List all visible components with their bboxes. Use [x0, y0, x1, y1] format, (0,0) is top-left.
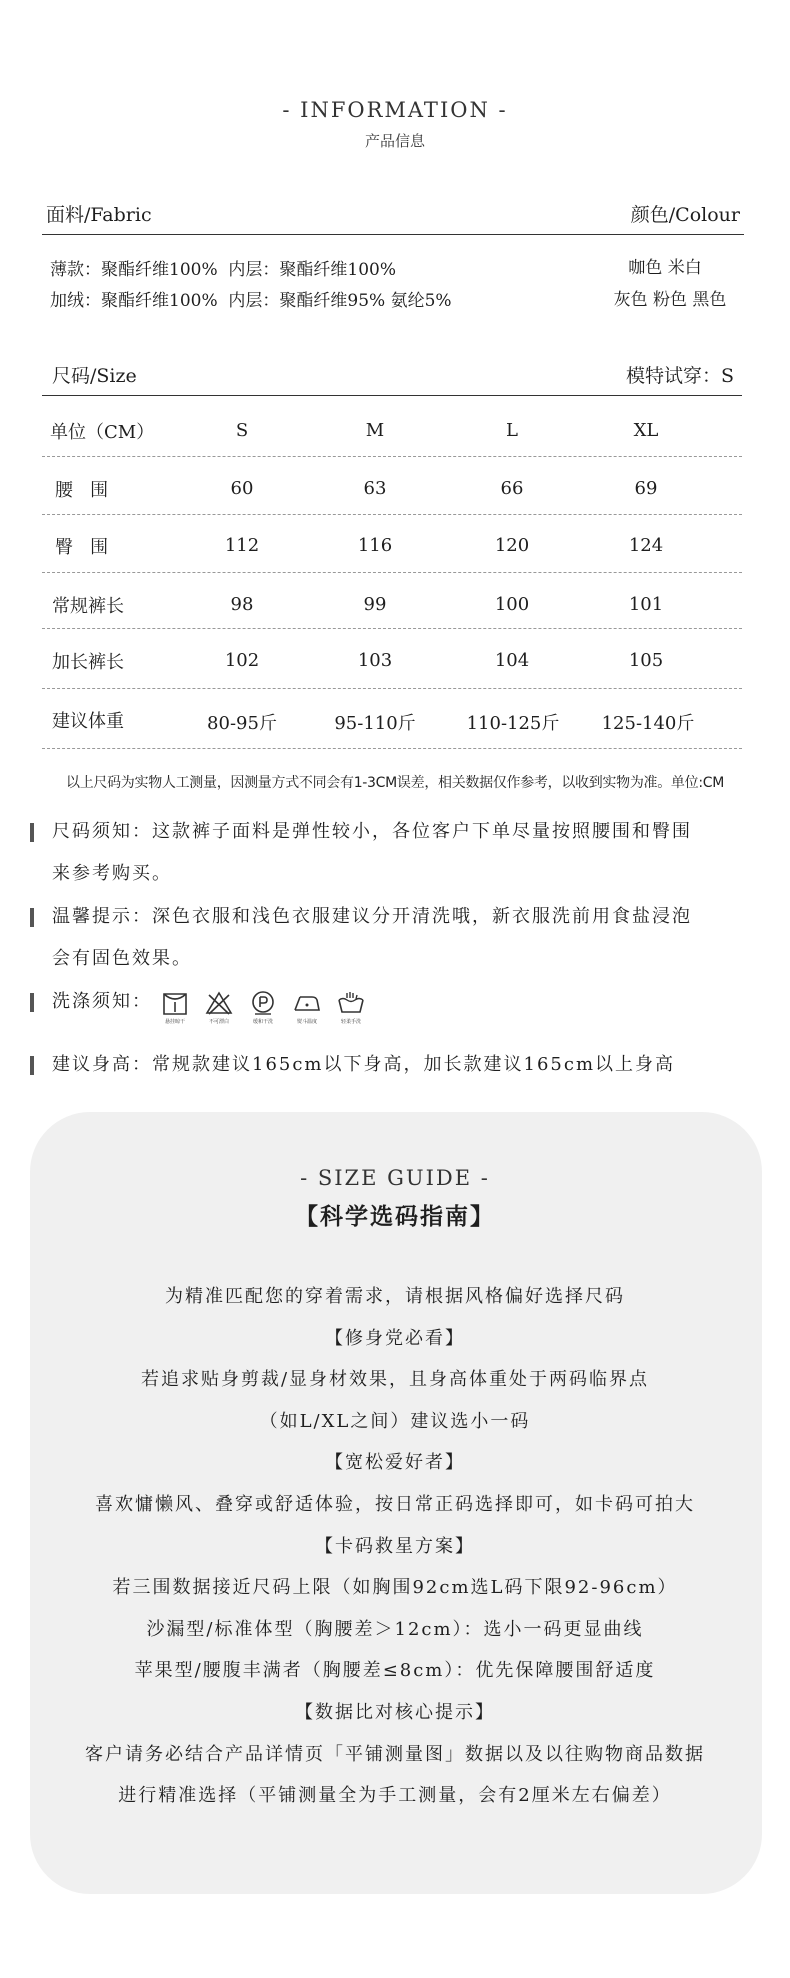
warm-tip-line-1: 温馨提示：深色衣服和浅色衣服建议分开清洗哦，新衣服洗前用食盐浸泡	[52, 906, 692, 927]
wash-item	[334, 990, 368, 1025]
hand-wash-icon	[336, 990, 366, 1016]
guide-line: 客户请务必结合产品详情页「平铺测量图」数据以及以往购物商品数据	[85, 1743, 705, 1765]
height-tip: 建议身高：常规款建议165cm以下身高，加长款建议165cm以上身高	[52, 1054, 676, 1075]
fabric-label: 面料/Fabric	[46, 204, 152, 226]
bullet-marker	[30, 993, 34, 1012]
table-cell: 60	[230, 478, 254, 499]
table-cell: 66	[500, 478, 524, 499]
bullet-marker	[30, 1056, 34, 1075]
row-divider	[42, 748, 742, 749]
wash-item	[158, 990, 192, 1025]
unit-label: 单位（CM）	[50, 422, 155, 443]
table-cell: 95-110斤	[334, 713, 416, 734]
row-divider	[42, 628, 742, 629]
model-size-label: 模特试穿：S	[625, 365, 734, 387]
table-cell: 104	[494, 650, 530, 671]
guide-line: 若三围数据接近尺码上限（如胸围92cm选L码下限92-96cm）	[112, 1577, 678, 1599]
table-cell: 120	[494, 535, 530, 556]
size-guide-title: - SIZE GUIDE -	[300, 1166, 490, 1190]
row-label: 建议体重	[52, 711, 124, 732]
table-cell: 63	[363, 478, 387, 499]
row-divider	[42, 456, 742, 457]
colour-line-2: 灰色 粉色 黑色	[613, 290, 727, 310]
wash-icons	[158, 990, 368, 1025]
information-subtitle: 产品信息	[364, 132, 425, 150]
guide-line: 【宽松爱好者】	[325, 1452, 465, 1474]
measurement-note: 以上尺码为实物人工测量，因测量方式不同会有1-3CM误差，相关数据仅作参考，以收到实物为准。单位:CM	[66, 775, 724, 791]
table-cell: 98	[230, 594, 254, 615]
guide-line: 为精准匹配您的穿着需求，请根据风格偏好选择尺码	[165, 1286, 625, 1307]
information-title: - INFORMATION -	[282, 98, 508, 122]
bullet-marker	[30, 908, 34, 927]
bullet-marker	[30, 823, 34, 842]
fabric-divider	[42, 234, 744, 235]
wash-caption: 轻柔手洗	[340, 1019, 361, 1025]
fabric-line-1: 薄款：聚酯纤维100% 内层：聚酯纤维100%	[50, 260, 397, 280]
size-guide-text	[0, 1276, 790, 1817]
wash-caption: 悬挂晾干	[164, 1019, 185, 1025]
size-guide-subtitle: 【科学选码指南】	[295, 1203, 495, 1230]
row-label: 常规裤长	[52, 596, 124, 617]
colour-label: 颜色/Colour	[630, 204, 740, 226]
row-divider	[42, 572, 742, 573]
table-cell: 102	[224, 650, 260, 671]
column-header: S	[235, 420, 249, 441]
row-divider	[42, 514, 742, 515]
table-cell: 80-95斤	[207, 713, 277, 734]
guide-line: 苹果型/腰腹丰满者（胸腰差≤8cm）：优先保障腰围舒适度	[134, 1660, 656, 1682]
table-cell: 103	[357, 650, 393, 671]
table-cell: 69	[634, 478, 658, 499]
wash-item	[202, 990, 236, 1025]
guide-line: 沙漏型/标准体型（胸腰差＞12cm）：选小一码更显曲线	[146, 1618, 644, 1640]
warm-tip-line-2: 会有固色效果。	[52, 948, 192, 969]
size-label: 尺码/Size	[52, 365, 137, 387]
dry-clean-icon	[248, 990, 278, 1016]
colour-line-1: 咖色 米白	[628, 258, 702, 278]
table-cell: 124	[628, 535, 664, 556]
guide-line: 喜欢慵懒风、叠穿或舒适体验，按日常正码选择即可，如卡码可拍大	[95, 1493, 695, 1515]
wash-item	[290, 990, 324, 1025]
row-divider	[42, 688, 742, 689]
fabric-line-2: 加绒：聚酯纤维100% 内层：聚酯纤维95% 氨纶5%	[50, 291, 452, 311]
guide-line: 若追求贴身剪裁/显身材效果，且身高体重处于两码临界点	[140, 1369, 650, 1391]
column-header: XL	[633, 420, 659, 441]
iron-low-icon	[292, 990, 322, 1016]
table-cell: 99	[363, 594, 387, 615]
guide-line: 进行精准选择（平铺测量全为手工测量，会有2厘米左右偏差）	[118, 1785, 672, 1807]
wash-label: 洗涤须知：	[52, 991, 152, 1012]
size-tip-line-1: 尺码须知：这款裤子面料是弹性较小，各位客户下单尽量按照腰围和臀围	[52, 821, 692, 842]
wash-caption: 缓和干洗	[252, 1019, 273, 1025]
table-cell: 101	[628, 594, 664, 615]
size-divider	[42, 395, 742, 396]
no-bleach-icon	[204, 990, 234, 1016]
hang-dry-icon	[160, 990, 190, 1016]
guide-line: 【数据比对核心提示】	[295, 1701, 495, 1723]
table-cell: 116	[357, 535, 393, 556]
row-label: 腰 围	[55, 480, 109, 501]
wash-caption: 熨斗温度	[296, 1019, 317, 1025]
column-header: L	[506, 420, 518, 441]
row-label: 臀 围	[55, 537, 109, 558]
size-tip-line-2: 来参考购买。	[52, 863, 172, 884]
wash-caption: 不可漂白	[208, 1019, 229, 1025]
table-cell: 125-140斤	[601, 713, 695, 734]
guide-line: 【卡码救星方案】	[315, 1535, 475, 1557]
table-cell: 112	[224, 535, 260, 556]
table-cell: 110-125斤	[466, 713, 560, 734]
row-label: 加长裤长	[52, 652, 124, 673]
column-header: M	[365, 420, 385, 441]
table-cell: 100	[494, 594, 530, 615]
guide-line: （如L/XL之间）建议选小一码	[259, 1410, 531, 1432]
table-cell: 105	[628, 650, 664, 671]
guide-line: 【修身党必看】	[325, 1327, 465, 1349]
wash-item	[246, 990, 280, 1025]
